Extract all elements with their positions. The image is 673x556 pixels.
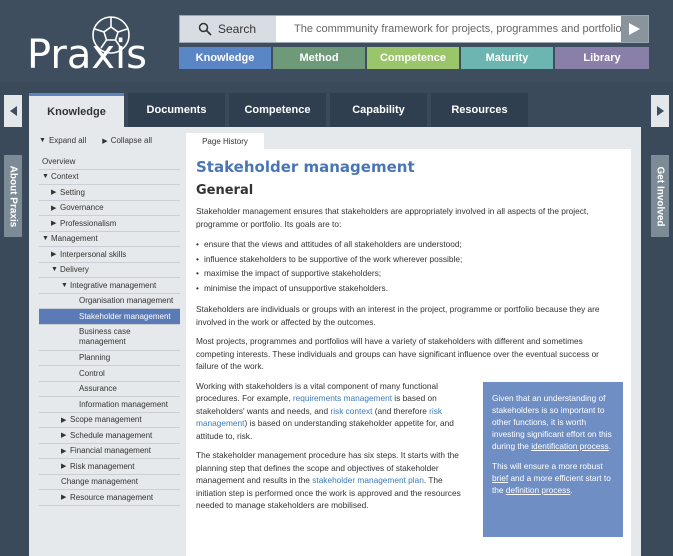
tree-item[interactable] <box>39 154 180 170</box>
tree-item[interactable] <box>39 278 180 294</box>
tree-item-label: Interpersonal skills <box>60 249 127 259</box>
chevron-left-icon <box>10 106 17 116</box>
list-item: • minimise the impact of unsupportive stakeholders. <box>196 281 621 296</box>
tree-controls <box>39 136 168 145</box>
triangle-right-icon[interactable]: ▶ <box>51 189 57 197</box>
search-go-button[interactable] <box>621 16 648 42</box>
tree-item-label: Planning <box>79 353 111 363</box>
tree-item-label: Governance <box>60 203 104 213</box>
tree-item[interactable] <box>39 247 180 263</box>
category-competence[interactable]: Competence <box>367 47 459 69</box>
functional-procedures-paragraph: Working with stakeholders is a vital component of many functional procedures. For example, requirements management is based on stakeholders' wants and needs, and risk context (and therefore risk management) is based on understanding stakeholder appetite for, and attitude to, risk. <box>196 380 454 441</box>
tree-item-label: Organisation management <box>79 296 174 306</box>
search-input[interactable] <box>276 16 621 42</box>
intro-paragraph: Stakeholder management ensures that stakeholders are appropriately involved in all aspects of the project, programme or portfolio. Its goals are to: <box>196 206 589 229</box>
navigation-tree <box>39 154 180 506</box>
praxis-logo[interactable]: Praxis <box>27 32 147 78</box>
tree-item-label: Control <box>79 368 105 378</box>
tree-item[interactable] <box>39 309 180 325</box>
triangle-right-icon[interactable]: ▶ <box>61 447 67 455</box>
triangle-right-icon[interactable]: ▶ <box>61 416 67 424</box>
risk-management-link[interactable]: risk management <box>196 405 443 428</box>
expand-all-link[interactable]: ▼ Expand all <box>39 136 87 145</box>
tree-item[interactable] <box>39 216 180 232</box>
search-button-label: Search <box>218 22 257 36</box>
category-library[interactable]: Library <box>555 47 649 69</box>
get-involved-tab[interactable]: Get Involved <box>651 155 669 237</box>
tab-documents[interactable]: Documents <box>128 93 225 127</box>
tree-item-label: Professionalism <box>60 218 117 228</box>
content-frame <box>29 127 641 556</box>
main-tabs <box>29 93 532 127</box>
callout-box <box>483 382 623 537</box>
tree-item[interactable] <box>39 351 180 367</box>
competing-interests-paragraph: Most projects, programmes and portfolios will have a variety of stakeholders with different and sometimes competing interests. These individuals and groups can have significant influence over the eventual success or failure of the work. <box>196 336 599 371</box>
section-heading: General <box>196 183 254 198</box>
tree-item-label: Management <box>51 234 98 244</box>
page-title: Stakeholder management <box>196 158 415 176</box>
tree-item[interactable] <box>39 170 180 186</box>
tree-item[interactable] <box>39 232 180 248</box>
tree-item[interactable] <box>39 490 180 506</box>
tree-item-label: Risk management <box>70 461 135 471</box>
tree-item-label: Scope management <box>70 415 142 425</box>
triangle-down-icon: ▼ <box>39 137 46 144</box>
tree-item-label: Delivery <box>60 265 89 275</box>
page-history-tab[interactable]: Page History <box>186 133 264 149</box>
tree-item[interactable] <box>39 444 180 460</box>
identification-process-link[interactable]: identification process <box>531 440 609 451</box>
triangle-right-icon[interactable]: ▶ <box>61 432 67 440</box>
article-left-column <box>196 380 472 512</box>
tree-item-label: Resource management <box>70 492 154 502</box>
search-bar <box>179 15 649 43</box>
procedure-steps-paragraph: The stakeholder management procedure has six steps. It starts with the planning step that defines the scope and objectives of stakeholder management and results in the stakeholder management plan. The initiation step is performed once the work is approved and the resources needed to manage stakeholders are mobilised. <box>196 450 461 510</box>
category-method[interactable]: Method <box>273 47 365 69</box>
tree-item[interactable] <box>39 366 180 382</box>
triangle-right-icon[interactable]: ▶ <box>51 251 57 259</box>
stakeholders-definition: Stakeholders are individuals or groups with an interest in the project, programme or portfolio because they are involved in the work or affected by the outcomes. <box>196 304 600 327</box>
tab-knowledge[interactable]: Knowledge <box>29 93 124 127</box>
triangle-down-icon[interactable]: ▼ <box>42 173 49 181</box>
tree-item[interactable] <box>39 413 180 429</box>
play-arrow-icon <box>629 23 640 35</box>
tree-item[interactable] <box>39 185 180 201</box>
list-item: • influence stakeholders to be supportive of the work wherever possible; <box>196 252 621 267</box>
list-item: • ensure that the views and attitudes of all stakeholders are understood; <box>196 237 621 252</box>
scroll-left-button[interactable] <box>4 95 22 127</box>
triangle-right-icon[interactable]: ▶ <box>51 204 57 212</box>
tab-resources[interactable]: Resources <box>431 93 528 127</box>
tab-competence[interactable]: Competence <box>229 93 326 127</box>
tree-item[interactable] <box>39 397 180 413</box>
tree-item[interactable] <box>39 325 180 351</box>
triangle-right-icon: ▶ <box>102 137 108 145</box>
category-maturity[interactable]: Maturity <box>461 47 553 69</box>
article-split <box>196 380 621 512</box>
triangle-right-icon[interactable]: ▶ <box>51 220 57 228</box>
tree-item-label: Change management <box>61 477 138 487</box>
tree-item-label: Context <box>51 172 79 182</box>
site-header <box>0 0 673 82</box>
tree-item-label: Business case management <box>79 327 131 346</box>
stakeholder-management-plan-link[interactable]: stakeholder management plan <box>312 475 424 485</box>
collapse-all-link[interactable]: ▶ Collapse all <box>102 136 153 145</box>
about-praxis-tab[interactable]: About Praxis <box>4 155 22 237</box>
chevron-right-icon <box>657 106 664 116</box>
category-nav <box>179 47 649 69</box>
tree-item[interactable] <box>39 294 180 310</box>
definition-process-link[interactable]: definition process <box>505 484 571 495</box>
tree-item-label: Schedule management <box>70 430 153 440</box>
triangle-down-icon[interactable]: ▼ <box>61 281 68 289</box>
tree-item-label: Integrative management <box>70 280 157 290</box>
requirements-management-link[interactable]: requirements management <box>292 393 392 403</box>
tree-item-label: Setting <box>60 187 85 197</box>
triangle-right-icon[interactable]: ▶ <box>61 494 67 502</box>
tree-item-label: Financial management <box>70 446 151 456</box>
search-icon <box>198 22 212 36</box>
tree-item-label: Assurance <box>79 384 117 394</box>
article <box>186 149 631 556</box>
scroll-right-button[interactable] <box>651 95 669 127</box>
tree-item-label: Stakeholder management <box>79 311 171 321</box>
tree-item[interactable] <box>39 475 180 491</box>
search-button[interactable] <box>180 16 276 42</box>
tree-item[interactable] <box>39 459 180 475</box>
tree-item[interactable] <box>39 382 180 398</box>
list-item: • maximise the impact of supportive stakeholders; <box>196 266 621 281</box>
tree-item-label: Information management <box>79 399 168 409</box>
category-knowledge[interactable]: Knowledge <box>179 47 271 69</box>
tree-item[interactable] <box>39 263 180 279</box>
triangle-down-icon[interactable]: ▼ <box>42 235 49 243</box>
tree-item-label: Overview <box>42 156 76 166</box>
risk-context-link[interactable]: risk context <box>330 405 373 416</box>
goals-list <box>196 237 621 295</box>
callout-paragraph: This will ensure a more robust brief and a more efficient start to the definition process. <box>492 460 611 495</box>
tree-item[interactable] <box>39 201 180 217</box>
triangle-down-icon[interactable]: ▼ <box>51 266 58 274</box>
tree-item[interactable] <box>39 428 180 444</box>
triangle-right-icon[interactable]: ▶ <box>61 463 67 471</box>
callout-paragraph: Given that an understanding of stakeholders is so important to other functions, it is worth investing significant effort on this during the identification process. <box>492 392 612 451</box>
tab-capability[interactable]: Capability <box>330 93 427 127</box>
brief-link[interactable]: brief <box>492 472 509 483</box>
